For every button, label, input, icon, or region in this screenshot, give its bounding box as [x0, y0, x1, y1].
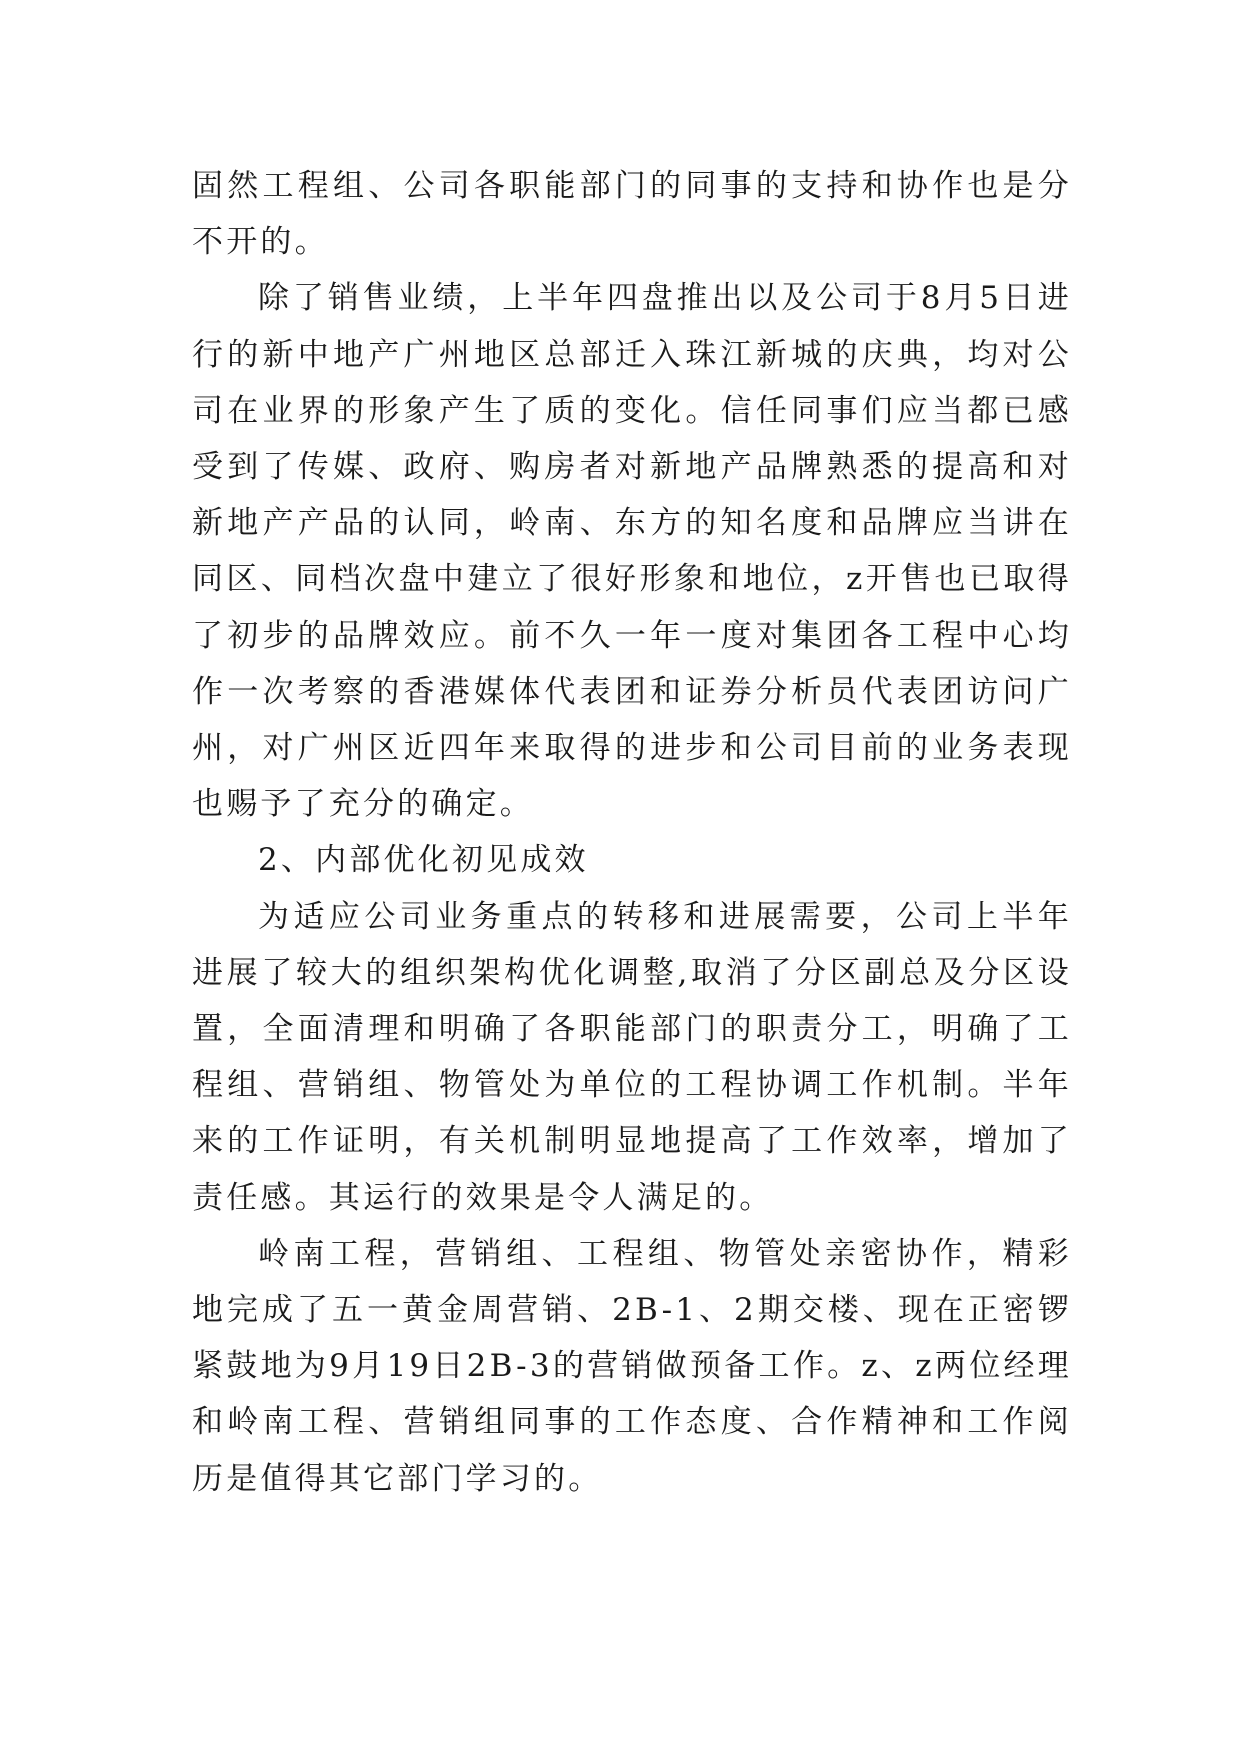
document-body [192, 158, 1072, 1507]
paragraph-3: 为适应公司业务重点的转移和进展需要，公司上半年进展了较大的组织架构优化调整,取消了分区副总及分区设置，全面清理和明确了各职能部门的职责分工，明确了工程组、营销组、物管处为单位的工程协调工作机制。半年来的工作证明，有关机制明显地提高了工作效率，增加了责任感。其运行的效果是令人满足的。 [192, 898, 1072, 1216]
section-heading-internal-optimization: 2、内部优化初见成效 [258, 842, 589, 879]
paragraph-2: 除了销售业绩，上半年四盘推出以及公司于8月5日进行的新中地产广州地区总部迁入珠江新城的庆典，均对公司在业界的形象产生了质的变化。信任同事们应当都已感受到了传媒、政府、购房者对新地产品牌熟悉的提高和对新地产产品的认同，岭南、东方的知名度和品牌应当讲在同区、同档次盘中建立了很好形象和地位，z开售也已取得了初步的品牌效应。前不久一年一度对集团各工程中心均作一次考察的香港媒体代表团和证券分析员代表团访问广州，对广州区近四年来取得的进步和公司目前的业务表现也赐予了充分的确定。 [192, 280, 1072, 823]
paragraph-1: 固然工程组、公司各职能部门的同事的支持和协作也是分不开的。 [192, 168, 1072, 261]
paragraph-4: 岭南工程，营销组、工程组、物管处亲密协作，精彩地完成了五一黄金周营销、2B-1、2期交楼、现在正密锣紧鼓地为9月19日2B-3的营销做预备工作。z、z两位经理和岭南工程、营销组同事的工作态度、合作精神和工作阅历是值得其它部门学习的。 [192, 1235, 1072, 1497]
